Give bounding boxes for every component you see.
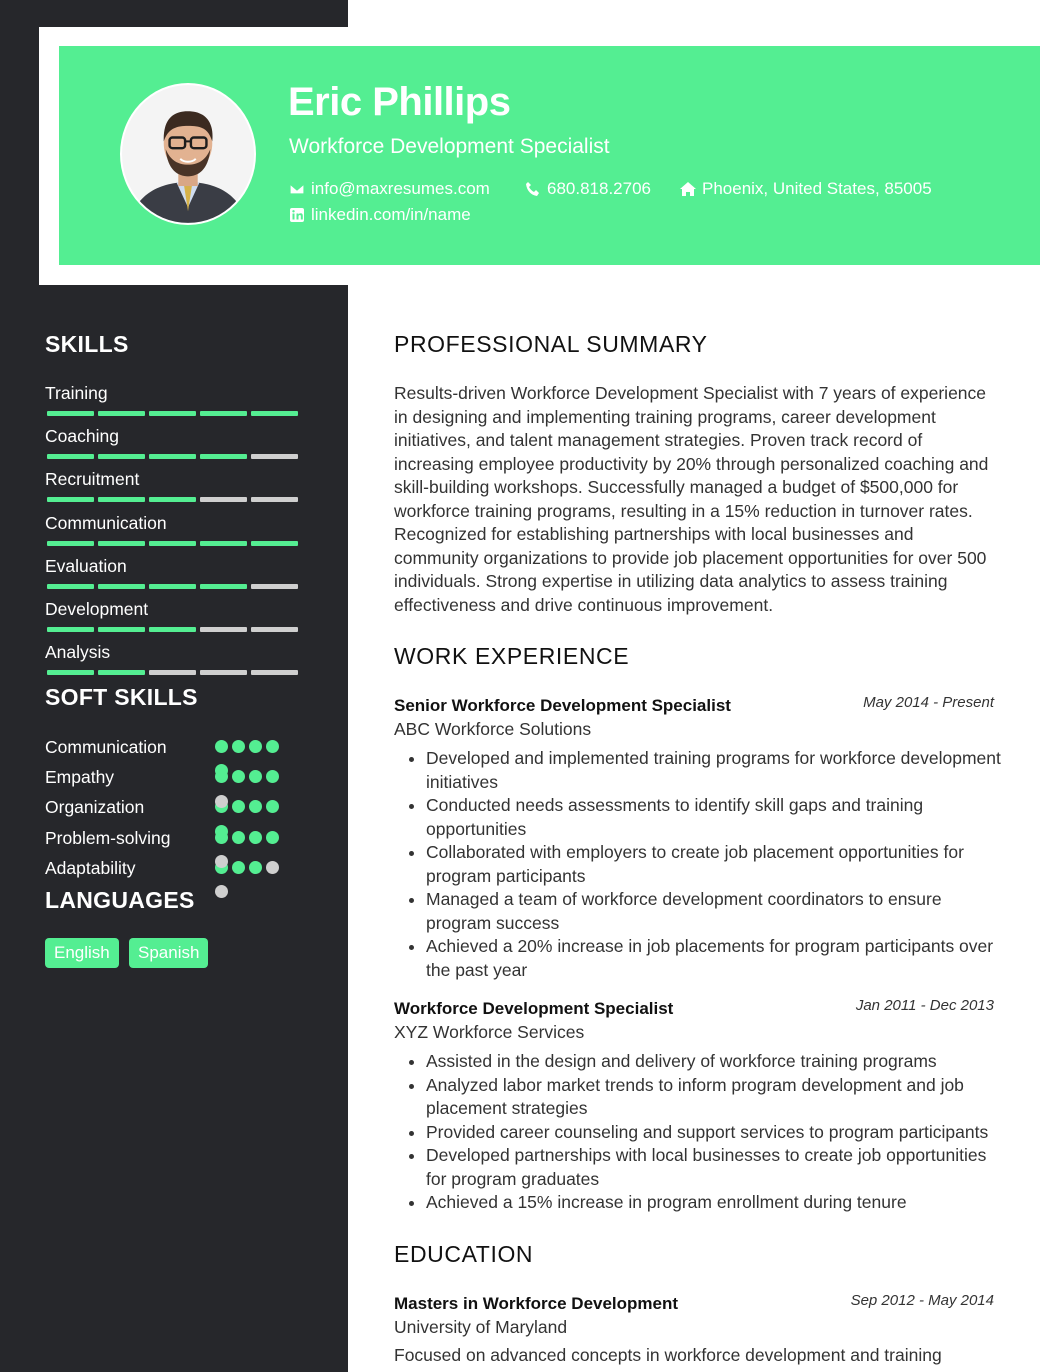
contact-email[interactable] [289,179,490,199]
contact-location [680,179,932,199]
rating-dot-artifact [215,764,228,777]
job-dates: May 2014 - Present [863,694,994,711]
skill-level-bar [47,670,302,675]
phone-text: 680.818.2706 [547,179,651,198]
rating-dot [232,740,245,753]
rating-dot-artifact [215,855,228,868]
rating-dot [266,861,279,874]
job-bullets [406,747,1006,982]
job-bullet: Assisted in the design and delivery of workforce training programs [406,1050,1006,1074]
skill-level-segment [200,627,247,632]
soft-skill-label: Empathy [45,767,115,788]
skill-level-segment [98,497,145,502]
rating-dot [249,770,262,783]
summary-text: Results-driven Workforce Development Specialist with 7 years of experience in designing and implementing training programs, career development initiatives, and talent management strategies. Proven track record of increasing employee productivity by 20% through personalized coaching and skill-building workshops. Successfully managed a budget of $500,000 for workforce training programs, resulting in a 15% reduction in turnover rates. Recognized for establishing partnerships with local businesses and community organizations to provide job placement opportunities for over 500 individuals. Strong expertise in utilizing data analytics to assess training effectiveness and drive continuous improvement. [394,383,989,615]
rating-dot [215,740,228,753]
job-company: ABC Workforce Solutions [394,719,592,739]
skill-label: Training [45,383,108,403]
skill-level-segment [200,454,247,459]
skill-label: Development [45,599,149,619]
skill-level-segment [47,627,94,632]
rating-dot-artifact [215,795,228,808]
soft-skill-label: Communication [45,737,167,757]
skill-level-segment [149,541,196,546]
job-bullet: Achieved a 20% increase in job placements for program participants over the past year [406,935,1006,982]
skill-level-segment [98,411,145,416]
skill-level-segment [149,497,196,502]
skill-label: Coaching [45,426,119,447]
job-bullet: Collaborated with employers to create job placement opportunities for program participants [406,841,1006,888]
soft-skills-heading: SOFT SKILLS [45,684,198,710]
skill-level-segment [47,497,94,502]
email-text: info@maxresumes.com [311,179,490,198]
skill-level-segment [149,627,196,632]
rating-dot-artifact [215,825,228,838]
contact-linkedin[interactable] [289,205,471,225]
skill-level-segment [98,541,145,546]
soft-skill-label: Adaptability [45,857,136,878]
skill-level-segment [251,584,298,589]
rating-dot [249,740,262,753]
skill-level-segment [98,627,145,632]
skill-level-segment [47,541,94,546]
skill-level-segment [149,670,196,675]
rating-dot [232,800,245,813]
education-school: University of Maryland [394,1317,568,1337]
skill-level-segment [251,541,298,546]
skill-level-segment [251,454,298,459]
rating-dot [249,831,262,844]
skill-level-segment [149,411,196,416]
candidate-name: Eric Phillips [288,80,511,124]
job-bullets [406,1050,1006,1215]
skill-level-segment [47,454,94,459]
education-description: Focused on advanced concepts in workforce development and training [394,1345,942,1365]
soft-skill-label: Organization [45,797,145,818]
skill-level-segment [47,411,94,416]
skill-level-segment [47,670,94,675]
rating-dot [266,800,279,813]
skill-level-segment [251,627,298,632]
language-tag: Spanish [129,938,208,968]
rating-dot-artifact [215,885,228,898]
skill-level-segment [200,584,247,589]
skills-heading: SKILLS [45,331,129,357]
job-role: Senior Workforce Development Specialist [394,696,731,715]
experience-heading: WORK EXPERIENCE [394,643,630,669]
skill-level-segment [98,584,145,589]
profile-photo [120,83,256,225]
linkedin-text: linkedin.com/in/name [311,205,471,224]
skill-label: Communication [45,512,167,533]
job-bullet: Developed and implemented training programs for workforce development initiatives [406,747,1006,794]
skill-level-segment [149,454,196,459]
rating-dot [249,861,262,874]
skill-level-segment [200,541,247,546]
job-bullet: Conducted needs assessments to identify skill gaps and training opportunities [406,794,1006,841]
skill-level-bar [47,627,302,632]
location-text: Phoenix, United States, 85005 [702,179,932,198]
rating-dot [232,861,245,874]
job-dates: Jan 2011 - Dec 2013 [855,997,994,1014]
linkedin-icon [289,207,305,223]
skill-label: Recruitment [45,469,140,490]
summary-heading: PROFESSIONAL SUMMARY [394,331,708,357]
rating-dot [232,770,245,783]
rating-dot [232,831,245,844]
skill-level-segment [98,670,145,675]
education-dates: Sep 2012 - May 2014 [850,1292,994,1309]
language-tag: English [45,938,119,968]
skill-level-segment [200,411,247,416]
person-photo-icon [122,85,254,223]
contact-phone[interactable] [525,179,651,199]
job-bullet: Developed partnerships with local businesses to create job opportunities for program graduates [406,1144,1006,1191]
job-bullet: Achieved a 15% increase in program enrollment during tenure [406,1191,1006,1215]
rating-dot [249,800,262,813]
soft-skill-label: Problem-solving [45,827,171,848]
home-icon [680,181,696,197]
rating-dot [266,831,279,844]
skill-level-segment [251,670,298,675]
education-degree: Masters in Workforce Development [394,1294,679,1313]
phone-icon [525,181,541,197]
skill-level-segment [200,497,247,502]
skill-level-bar [47,584,302,589]
skill-level-segment [98,454,145,459]
rating-dot [266,770,279,783]
skill-level-segment [251,411,298,416]
job-role: Workforce Development Specialist [394,999,674,1018]
education-heading: EDUCATION [394,1241,534,1267]
skill-level-segment [149,584,196,589]
job-bullet: Analyzed labor market trends to inform program development and job placement strategies [406,1074,1006,1121]
skill-level-bar [47,497,302,502]
skill-level-segment [47,584,94,589]
skill-level-bar [47,454,302,459]
job-company: XYZ Workforce Services [394,1022,585,1042]
skill-level-bar [47,411,302,416]
candidate-title: Workforce Development Specialist [289,135,610,158]
job-bullet: Managed a team of workforce development coordinators to ensure program success [406,888,1006,935]
rating-dot [266,740,279,753]
skill-label: Evaluation [45,555,127,576]
languages-heading: LANGUAGES [45,887,195,913]
skill-label: Analysis [45,642,111,663]
skill-level-segment [200,670,247,675]
skill-level-segment [251,497,298,502]
skill-level-bar [47,541,302,546]
envelope-icon [289,181,305,197]
job-bullet: Provided career counseling and support services to program participants [406,1121,1006,1145]
soft-skill-rating [215,740,283,753]
